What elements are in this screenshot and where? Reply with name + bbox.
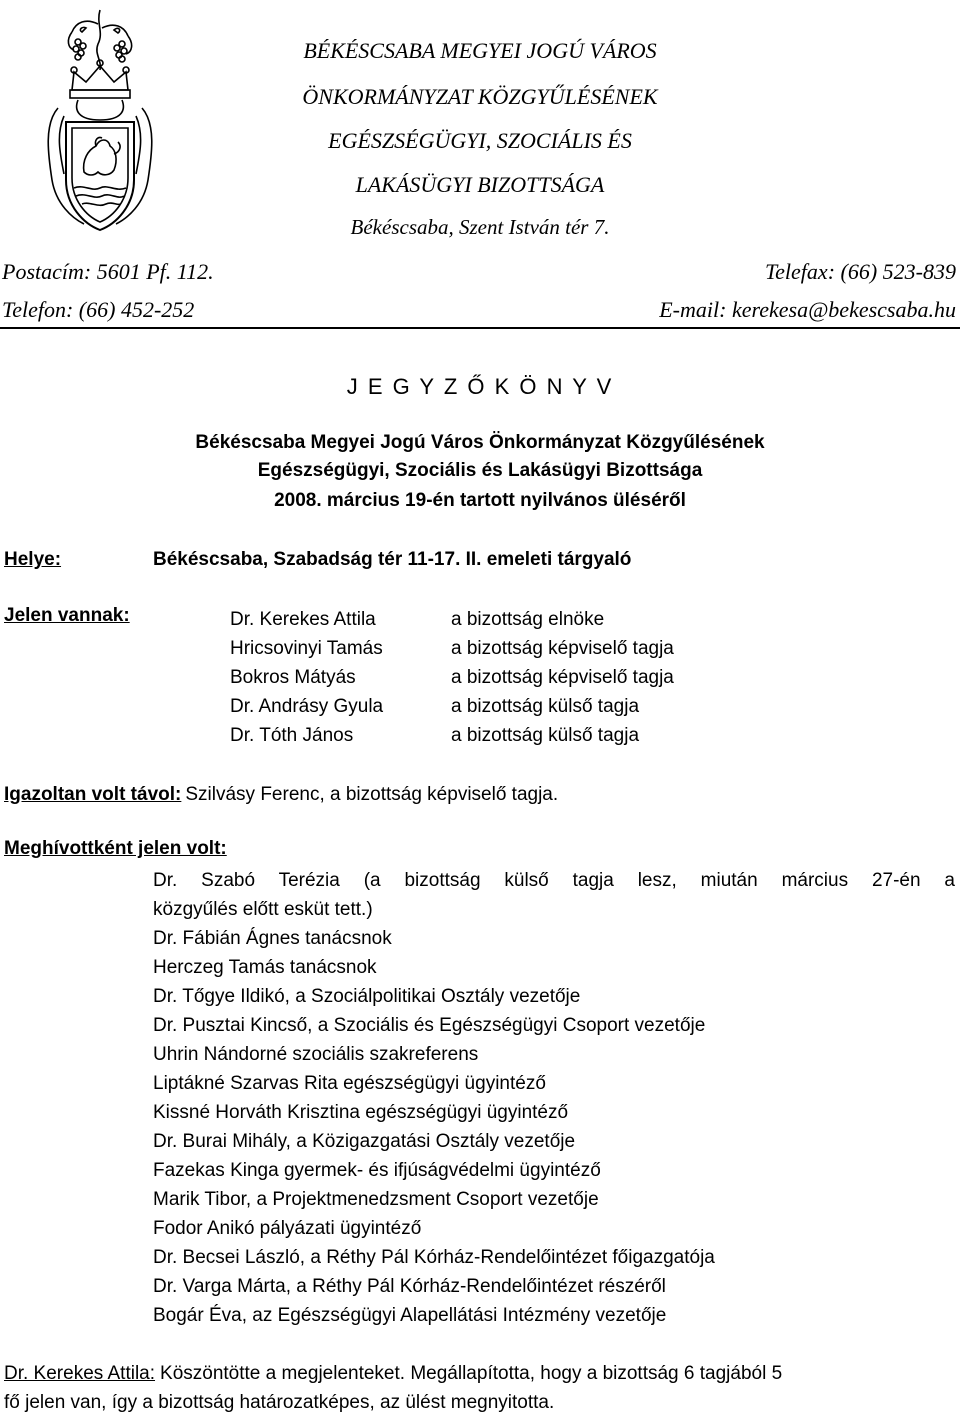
present-label: Jelen vannak: xyxy=(4,605,130,626)
member-name: Dr. Kerekes Attila xyxy=(230,609,376,630)
member-role: a bizottság képviselő tagja xyxy=(451,667,674,688)
document-subtitle-line-3: 2008. március 19-én tartott nyilvános üléséről xyxy=(274,490,686,511)
member-role: a bizottság képviselő tagja xyxy=(451,638,674,659)
invited-first-continuation: közgyűlés előtt esküt tett.) xyxy=(153,899,373,920)
org-address: Békéscsaba, Szent István tér 7. xyxy=(350,215,610,239)
guest-item: Dr. Tőgye Ildikó, a Szociálpolitikai Osztály vezetője xyxy=(153,986,581,1007)
opening-text-1: Köszöntötte a megjelenteket. Megállapította, hogy a bizottság 6 tagjából 5 xyxy=(160,1363,783,1384)
phone: Telefon: (66) 452-252 xyxy=(2,297,195,322)
guest-item: Dr. Varga Márta, a Réthy Pál Kórház-Rendelőintézet részéről xyxy=(153,1276,666,1297)
opening-line-1 xyxy=(4,1359,956,1388)
guest-item: Dr. Becsei László, a Réthy Pál Kórház-Rendelőintézet főigazgatója xyxy=(153,1247,715,1268)
opening-line-2: fő jelen van, így a bizottság határozatképes, az ülést megnyitotta. xyxy=(4,1392,555,1413)
location-label: Helye: xyxy=(4,549,62,570)
telefax: Telefax: (66) 523-839 xyxy=(764,259,956,284)
org-name-line-2: ÖNKORMÁNYZAT KÖZGYŰLÉSÉNEK xyxy=(302,84,658,109)
invited-first-line: Dr. Szabó Terézia (a bizottság külső tagja lesz, miután március 27-én a xyxy=(153,870,955,891)
member-name: Hricsovinyi Tamás xyxy=(230,638,383,659)
member-name: Dr. Tóth János xyxy=(230,725,354,746)
excused-label: Igazoltan volt távol: xyxy=(4,784,182,805)
guest-item: Marik Tibor, a Projektmenedzsment Csoport vezetője xyxy=(153,1189,599,1210)
member-role: a bizottság külső tagja xyxy=(451,696,640,717)
header-divider xyxy=(0,327,960,329)
postal-address: Postacím: 5601 Pf. 112. xyxy=(2,259,214,284)
guest-item: Liptákné Szarvas Rita egészségügyi ügyintéző xyxy=(153,1073,546,1094)
guest-item: Uhrin Nándorné szociális szakreferens xyxy=(153,1044,479,1065)
org-name-line-1: BÉKÉSCSABA MEGYEI JOGÚ VÁROS xyxy=(303,38,657,63)
org-name-line-3: EGÉSZSÉGÜGYI, SZOCIÁLIS ÉS xyxy=(328,128,632,153)
email: E-mail: kerekesa@bekescsaba.hu xyxy=(659,297,956,322)
guest-item: Dr. Fábián Ágnes tanácsnok xyxy=(153,928,392,949)
excused-value: Szilvásy Ferenc, a bizottság képviselő tagja. xyxy=(185,784,559,805)
guest-item: Kissné Horváth Krisztina egészségügyi ügyintéző xyxy=(153,1102,569,1123)
member-role: a bizottság elnöke xyxy=(451,609,605,630)
guest-item: Fodor Anikó pályázati ügyintéző xyxy=(153,1218,422,1239)
location-value: Békéscsaba, Szabadság tér 11-17. II. emeleti tárgyaló xyxy=(153,549,632,570)
member-name: Dr. Andrásy Gyula xyxy=(230,696,384,717)
org-name-line-4: LAKÁSÜGYI BIZOTTSÁGA xyxy=(355,172,605,197)
document-subtitle-line-2: Egészségügyi, Szociális és Lakásügyi Bizottsága xyxy=(257,460,703,481)
invited-label: Meghívottként jelen volt: xyxy=(4,838,227,859)
guest-item: Dr. Burai Mihály, a Közigazgatási Osztály vezetője xyxy=(153,1131,576,1152)
guest-item: Bogár Éva, az Egészségügyi Alapellátási Intézmény vezetője xyxy=(153,1305,667,1326)
guest-item: Dr. Pusztai Kincső, a Szociális és Egészségügyi Csoport vezetője xyxy=(153,1015,706,1036)
document-title: J E G Y Z Ő K Ö N Y V xyxy=(346,374,614,399)
guest-item: Herczeg Tamás tanácsnok xyxy=(153,957,377,978)
member-name: Bokros Mátyás xyxy=(230,667,356,688)
document-subtitle-line-1: Békéscsaba Megyei Jogú Város Önkormányzat Közgyűlésének xyxy=(195,432,765,453)
speaker-label: Dr. Kerekes Attila: xyxy=(4,1363,156,1384)
excused-row xyxy=(4,780,558,809)
guest-item: Fazekas Kinga gyermek- és ifjúságvédelmi ügyintéző xyxy=(153,1160,601,1181)
member-role: a bizottság külső tagja xyxy=(451,725,640,746)
